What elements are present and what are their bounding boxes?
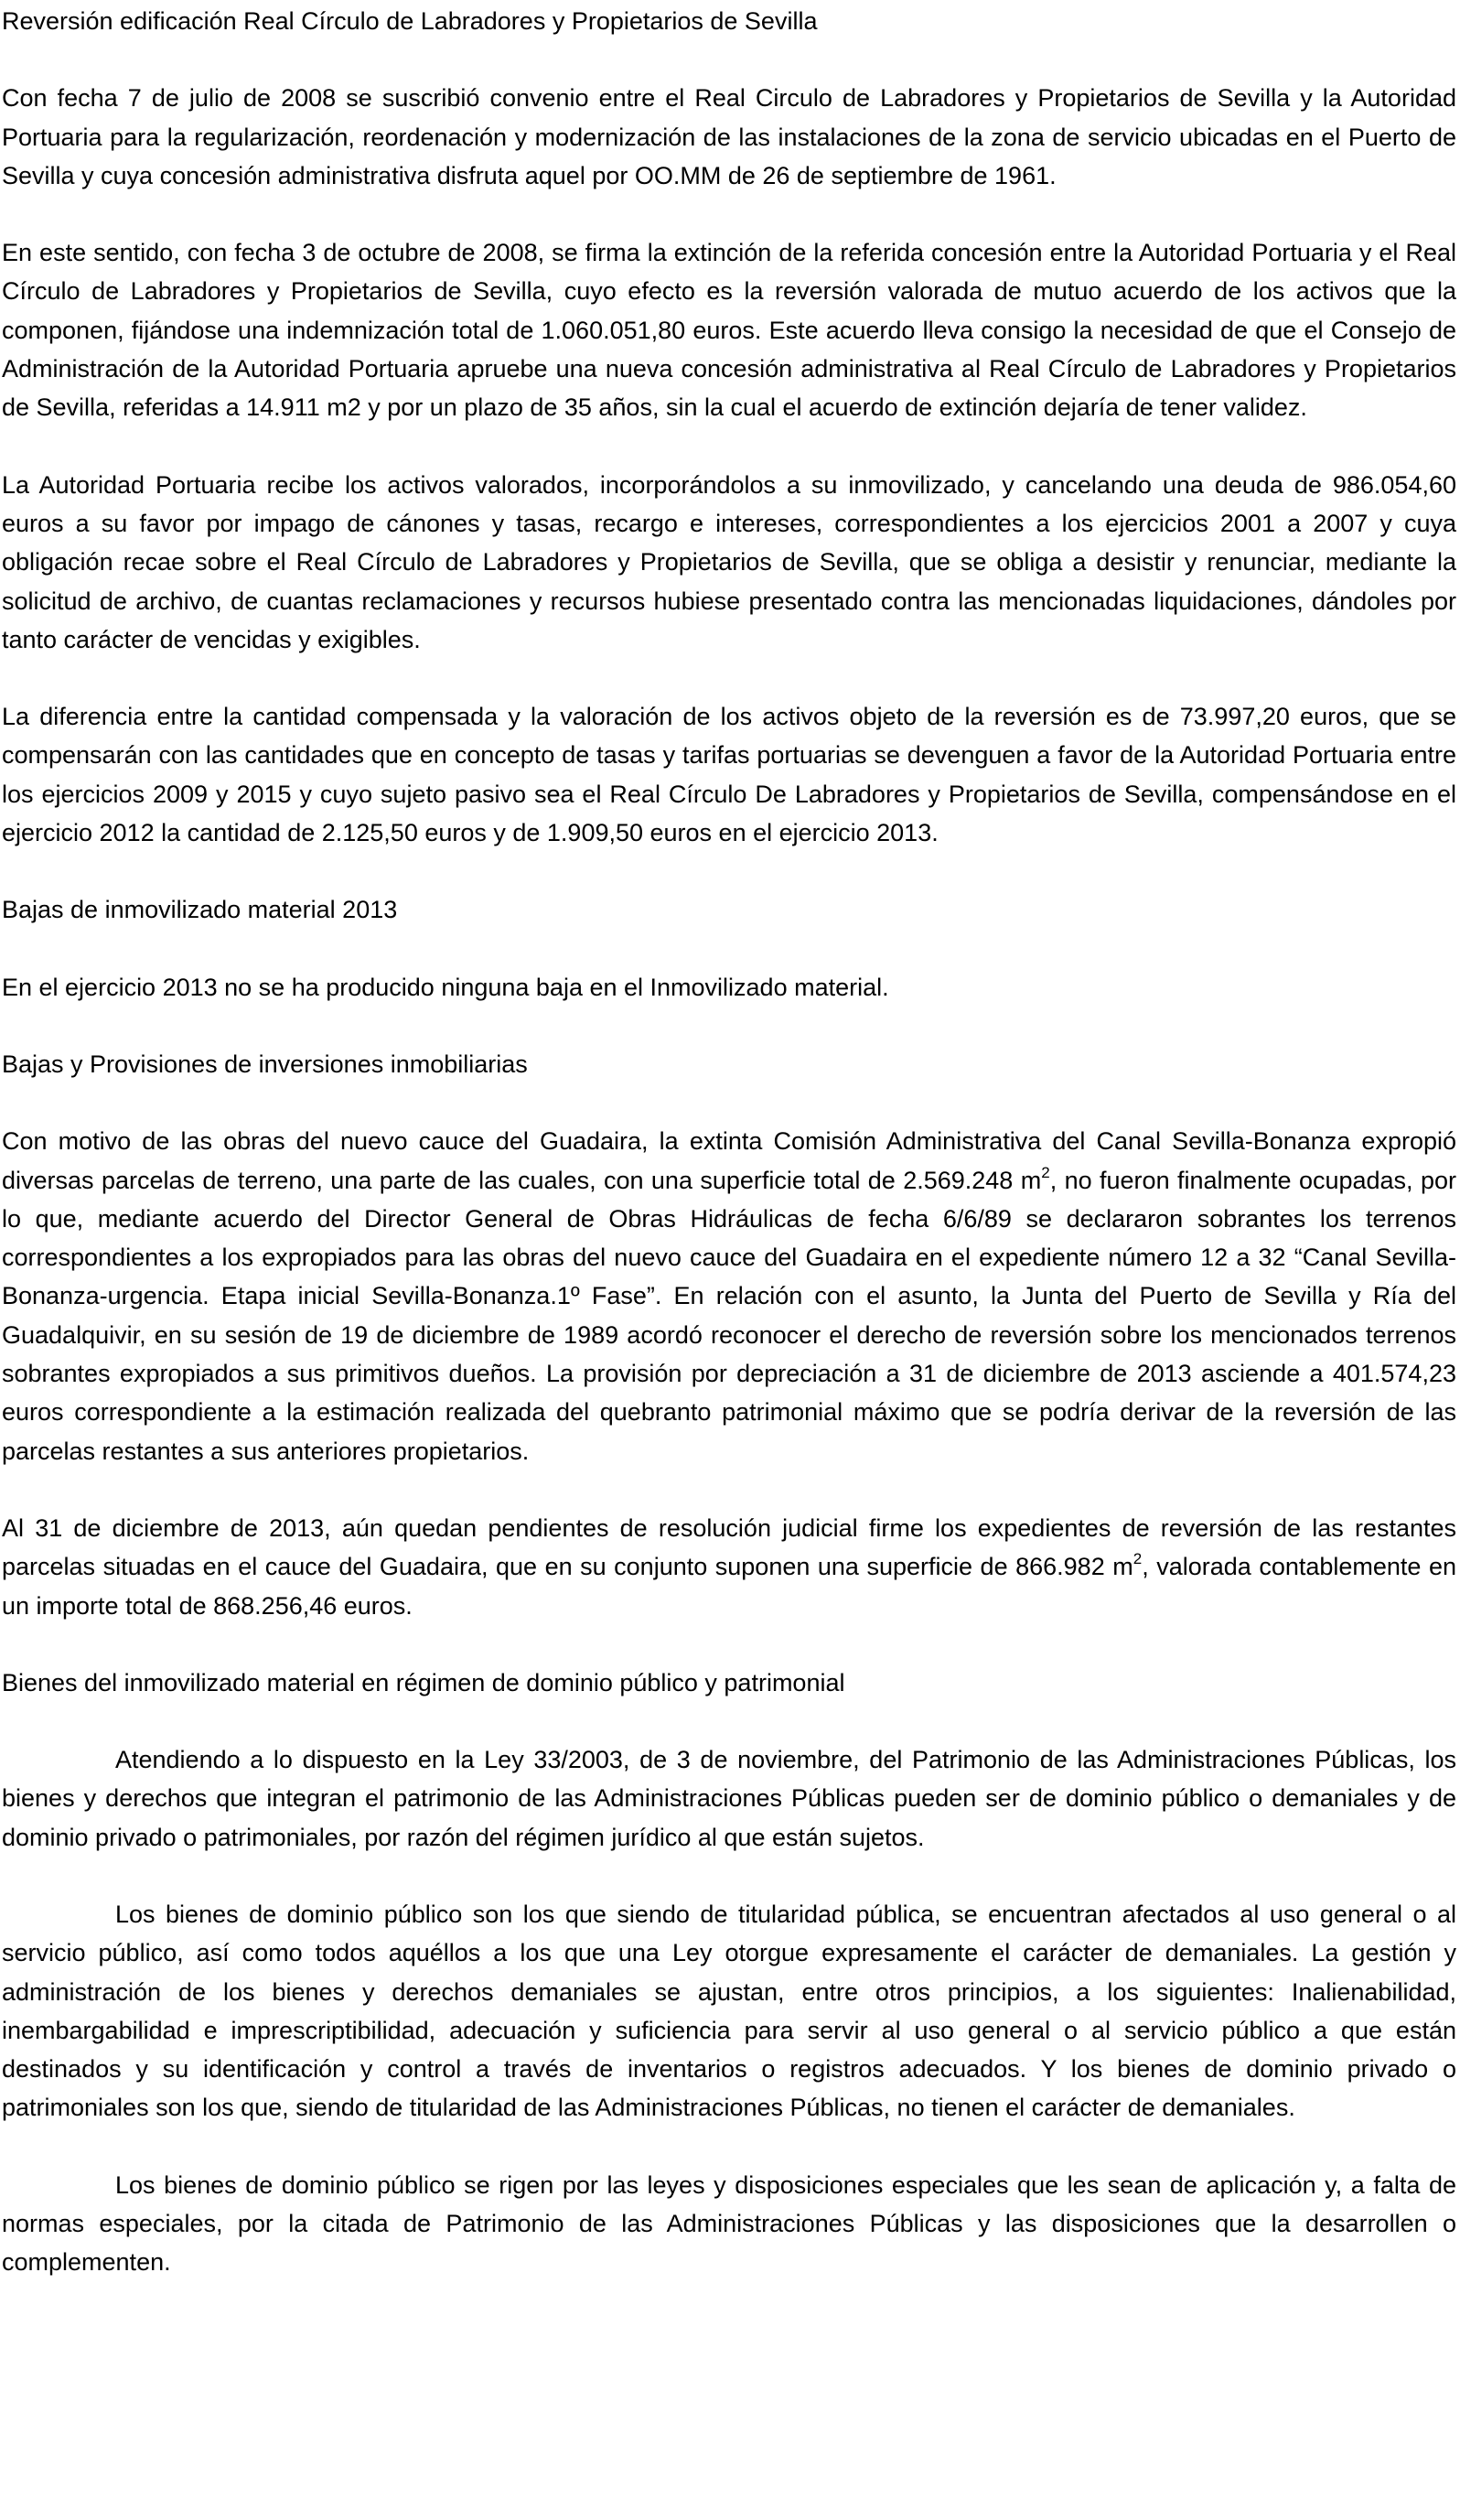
paragraph-guadaira-part-1: Con motivo de las obras del nuevo cauce del Guadaira, la extinta Comisión Administrativa del Canal Sevilla-Bonanza expropió diversas parcelas de terreno, una parte de las cuales, con una superficie total de 2.569.248 m	[2, 1127, 1456, 1194]
paragraph-bajas-material: En el ejercicio 2013 no se ha producido ninguna baja en el Inmovilizado material.	[2, 973, 889, 1001]
paragraph-convenio: Con fecha 7 de julio de 2008 se suscribió convenio entre el Real Circulo de Labradores y Propietarios de Sevilla y la Autoridad Portuaria para la regularización, reordenación y modernización de las instalaciones de la zona de servicio ubicadas en el Puerto de Sevilla y cuya concesión administrativa disfruta aquel por OO.MM de 26 de septiembre de 1961.	[2, 84, 1456, 189]
paragraph-guadaira-part-2: , no fueron finalmente ocupadas, por lo que, mediante acuerdo del Director General de Obras Hidráulicas de fecha 6/6/89 se declararon sobrantes los terrenos correspondientes a los expropiados para las obras del nuevo cauce del Guadaira en el expediente número 12 a 32 “Canal Sevilla-Bonanza-urgencia. Etapa inicial Sevilla-Bonanza.1º Fase”. En relación con el asunto, la Junta del Puerto de Sevilla y Ría del Guadalquivir, en su sesión de 19 de diciembre de 1989 acordó reconocer el derecho de reversión sobre los mencionados terrenos sobrantes expropiados a sus primitivos dueños. La provisión por depreciación a 31 de diciembre de 2013 asciende a 401.574,23 euros correspondiente a la estimación realizada del quebranto patrimonial máximo que se podría derivar de la reversión de las parcelas restantes a sus anteriores propietarios.	[2, 1166, 1456, 1465]
paragraph-extincion: En este sentido, con fecha 3 de octubre de 2008, se firma la extinción de la referida concesión entre la Autoridad Portuaria y el Real Círculo de Labradores y Propietarios de Sevilla, cuyo efecto es la reversión valorada de mutuo acuerdo de los activos que la componen, fijándose una indemnización total de 1.060.051,80 euros. Este acuerdo lleva consigo la necesidad de que el Consejo de Administración de la Autoridad Portuaria apruebe una nueva concesión administrativa al Real Círculo de Labradores y Propietarios de Sevilla, referidas a 14.911 m2 y por un plazo de 35 años, sin la cual el acuerdo de extinción dejaría de tener validez.	[2, 239, 1456, 422]
superscript-squared: 2	[1133, 1550, 1143, 1568]
superscript-squared: 2	[1041, 1163, 1050, 1181]
paragraph-pendientes-part-2: , valorada contablemente en un importe total de 868.256,46 euros.	[2, 1553, 1457, 1620]
paragraph-pendientes-part-1: Al 31 de diciembre de 2013, aún quedan pendientes de resolución judicial firme los expedientes de reversión de las restantes parcelas situadas en el cauce del Guadaira, que en su conjunto suponen una superficie de 866.982 m	[2, 1513, 1456, 1581]
paragraph-normas: Los bienes de dominio público se rigen por las leyes y disposiciones especiales que les sean de aplicación y, a falta de normas especiales, por la citada de Patrimonio de las Administraciones Públicas y las disposiciones que la desarrollen o complementen.	[2, 2170, 1456, 2277]
section-title-reversion: Reversión edificación Real Círculo de Labradores y Propietarios de Sevilla	[2, 7, 818, 35]
paragraph-diferencia: La diferencia entre la cantidad compensada y la valoración de los activos objeto de la reversión es de 73.997,20 euros, que se compensarán con las cantidades que en concepto de tasas y tarifas portuarias se devenguen a favor de la Autoridad Portuaria entre los ejercicios 2009 y 2015 y cuyo sujeto pasivo sea el Real Círculo De Labradores y Propietarios de Sevilla, compensándose en el ejercicio 2012 la cantidad de 2.125,50 euros y de 1.909,50 euros en el ejercicio 2013.	[2, 703, 1456, 847]
paragraph-dominio-publico: Los bienes de dominio público son los que siendo de titularidad pública, se encuentran afectados al uso general o al servicio público, así como todos aquéllos a los que una Ley otorgue expresamente el carácter de demaniales. La gestión y administración de los bienes y derechos demaniales se ajustan, entre otros principios, a los siguientes: Inalienabilidad, inembargabilidad e imprescriptibilidad, adecuación y suficiencia para servir al uso general o al servicio público a que están destinados y su identificación y control a través de inventarios o registros adecuados. Y los bienes de dominio privado o patrimoniales son los que, siendo de titularidad de las Administraciones Públicas, no tienen el carácter de demaniales.	[2, 1900, 1456, 2122]
section-title-bajas-material: Bajas de inmovilizado material 2013	[2, 896, 398, 924]
section-title-bajas-inversiones: Bajas y Provisiones de inversiones inmobiliarias	[2, 1050, 528, 1078]
paragraph-activos: La Autoridad Portuaria recibe los activos valorados, incorporándolos a su inmovilizado, y cancelando una deuda de 986.054,60 euros a su favor por impago de cánones y tasas, recargo e intereses, correspondientes a los ejercicios 2001 a 2007 y cuya obligación recae sobre el Real Círculo de Labradores y Propietarios de Sevilla, que se obliga a desistir y renunciar, mediante la solicitud de archivo, de cuantas reclamaciones y recursos hubiese presentado contra las mencionadas liquidaciones, dándoles por tanto carácter de vencidas y exigibles.	[2, 470, 1456, 653]
paragraph-pendientes	[2, 1509, 1456, 1625]
paragraph-ley-patrimonio: Atendiendo a lo dispuesto en la Ley 33/2003, de 3 de noviembre, del Patrimonio de las Administraciones Públicas, los bienes y derechos que integran el patrimonio de las Administraciones Públicas pueden ser de dominio público o demaniales y de dominio privado o patrimoniales, por razón del régimen jurídico al que están sujetos.	[2, 1746, 1456, 1851]
document-page	[2, 2, 1456, 2282]
paragraph-guadaira	[2, 1122, 1456, 1470]
section-title-dominio-publico: Bienes del inmovilizado material en régimen de dominio público y patrimonial	[2, 1668, 845, 1696]
